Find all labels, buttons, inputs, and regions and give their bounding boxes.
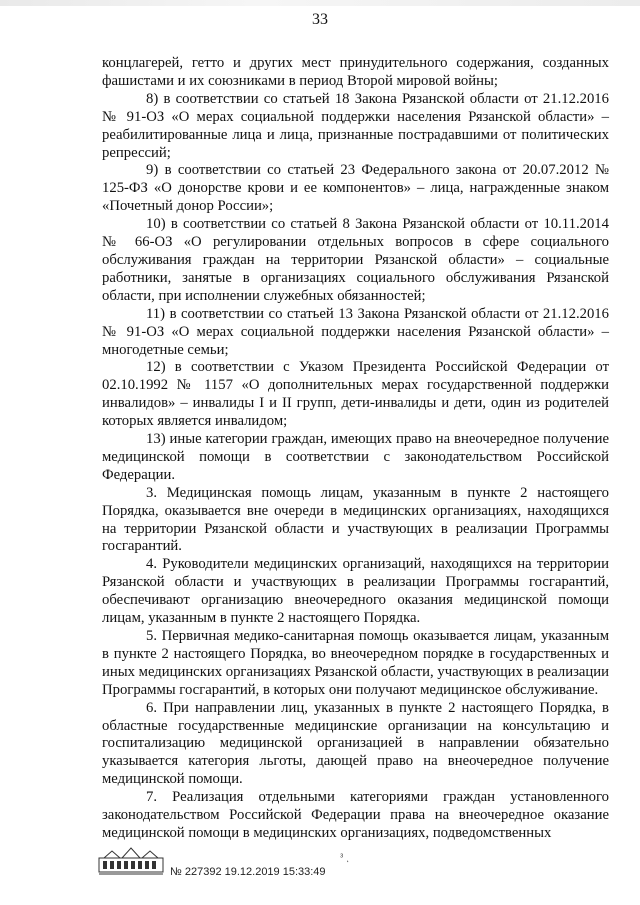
paragraph: 8) в соответствии со статьей 18 Закона Рязанской области от 21.12.2016 № 91-ОЗ «О мерах социальной поддержки населения Рязанской области» – реабилитированные лица и лица, признанные пострадавшими от политических репрессий; bbox=[102, 90, 609, 161]
page-number: 33 bbox=[312, 11, 328, 28]
paragraph: 9) в соответствии со статьей 23 Федерального закона от 20.07.2012 № 125-ФЗ «О донорстве крови и ее компонентов» – лица, награжденные знаком «Почетный донор России»; bbox=[102, 162, 609, 215]
paragraph: 13) иные категории граждан, имеющих право на внеочередное получение медицинской помощи в соответствии с законодательством Российской Федерации. bbox=[102, 431, 609, 483]
document-body bbox=[102, 55, 609, 843]
paragraph: 5. Первичная медико-санитарная помощь оказывается лицам, указанным в пункте 2 настоящего Порядка, во внеочередном порядке в государственных и иных медицинских организациях Рязанской области, участвующих в реализации Программы госгарантий, в которых они получают медицинское обслуживание. bbox=[102, 628, 609, 698]
paragraph: концлагерей, гетто и других мест принудительного содержания, созданных фашистами и их союзниками в период Второй мировой войны; bbox=[102, 55, 609, 89]
paragraph: 3. Медицинская помощь лицам, указанным в пункте 2 настоящего Порядка, оказывается вне очереди в медицинских организациях, находящихся на территории Рязанской области и участвующих в реализации Программы госгарантий. bbox=[102, 484, 609, 555]
registry-stamp-logo bbox=[98, 846, 164, 876]
scan-top-edge bbox=[0, 0, 640, 6]
paragraph: 12) в соответствии с Указом Президента Российской Федерации от 02.10.1992 № 1157 «О дополнительных мерах государственной поддержки инвалидов» – инвалиды I и II групп, дети-инвалиды и дети, один из родителей которых является инвалидом; bbox=[102, 359, 609, 430]
document-registration-number: № 227392 19.12.2019 15:33:49 bbox=[170, 866, 326, 878]
paragraph: 10) в соответствии со статьей 8 Закона Рязанской области от 10.11.2014 № 66-ОЗ «О регулировании отдельных вопросов в сфере социального обслуживания граждан на территории Рязанской области» – социальные работники, занятые в организациях социального обслуживания Рязанской области, при исполнении служебных обязанностей; bbox=[102, 216, 609, 304]
paragraph: 11) в соответствии со статьей 13 Закона Рязанской области от 21.12.2016 № 91-ОЗ «О мерах социальной поддержки населения Рязанской области» – многодетные семьи; bbox=[102, 305, 609, 358]
paragraph: 4. Руководители медицинских организаций, находящихся на территории Рязанской области и участвующих в реализации Программы госгарантий, обеспечивают организацию внеочередного оказания медицинской помощи лицам, указанным в пункте 2 настоящего Порядка. bbox=[102, 556, 609, 627]
paragraph: 6. При направлении лиц, указанных в пункте 2 настоящего Порядка, в областные государственные медицинские организации на консультацию и госпитализацию медицинской организацией в направлении обязательно указывается категория льготы, дающей право на внеочередное получение медицинской помощи. bbox=[102, 699, 609, 788]
paragraph: 7. Реализация отдельными категориями граждан установленного законодательством Российской Федерации права на внеочередное оказание медицинской помощи в медицинских организациях, подведомственных bbox=[102, 789, 609, 841]
handwritten-mark: ᵌ ͺ bbox=[340, 852, 350, 863]
